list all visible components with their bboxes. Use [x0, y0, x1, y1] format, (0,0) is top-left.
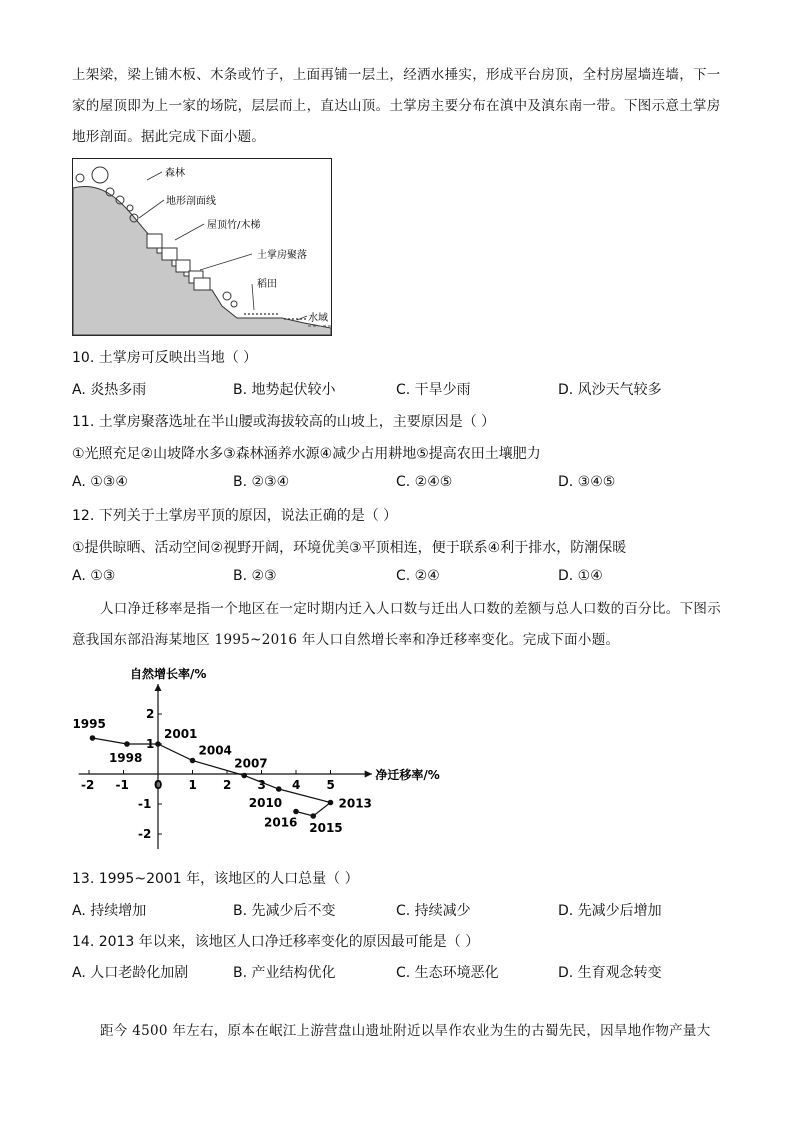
question-12-choices: ①提供晾晒、活动空间②视野开阔，环境优美③平顶相连，便于联系④利于排水，防潮保暖 — [72, 540, 627, 556]
data-point — [328, 800, 334, 806]
x-tick-label: 5 — [326, 778, 335, 792]
question-10-stem: 10. 土掌房可反映出当地（ ） — [72, 350, 258, 366]
q12-option-b[interactable]: B. ②③ — [233, 568, 277, 584]
point-year-label: 2001 — [164, 727, 198, 741]
data-point — [155, 741, 161, 747]
x-tick-label: 3 — [257, 778, 266, 792]
question-11-stem: 11. 土掌房聚落选址在半山腰或海拔较高的山坡上，主要原因是（ ） — [72, 414, 496, 430]
migration-chart — [70, 660, 460, 855]
q14-option-d[interactable]: D. 生育观念转变 — [558, 965, 662, 981]
y-tick-label: -2 — [138, 827, 152, 841]
q14-option-b[interactable]: B. 产业结构优化 — [233, 965, 336, 981]
q14-option-c[interactable]: C. 生态环境恶化 — [396, 965, 499, 981]
q14-option-a[interactable]: A. 人口老龄化加剧 — [72, 965, 189, 981]
y-tick-label: -1 — [138, 797, 152, 811]
point-year-label: 2013 — [338, 796, 372, 811]
q12-option-a[interactable]: A. ①③ — [72, 568, 116, 584]
point-year-label: 2007 — [234, 756, 268, 771]
question-14-stem: 14. 2013 年以来，该地区人口净迁移率变化的原因最可能是（ ） — [72, 934, 480, 950]
q13-option-a[interactable]: A. 持续增加 — [72, 903, 147, 919]
q10-option-a[interactable]: A. 炎热多雨 — [72, 382, 147, 398]
data-point — [293, 809, 299, 815]
q10-option-b[interactable]: B. 地势起伏较小 — [233, 382, 336, 398]
y-axis-label: 自然增长率/% — [130, 667, 207, 681]
data-point — [124, 741, 130, 747]
migration-paragraph: 人口净迁移率是指一个地区在一定时期内迁入人口数与迁出人口数的差额与总人口数的百分比。下图示意我国东部沿海某地区 1995~2016 年人口自然增长率和净迁移率变化。完成下面小题。 — [72, 601, 721, 648]
q11-option-d[interactable]: D. ③④⑤ — [558, 474, 616, 490]
forest-label: 森林 — [165, 168, 185, 179]
data-point — [276, 786, 282, 792]
q12-option-d[interactable]: D. ①④ — [558, 568, 603, 584]
point-year-label: 2015 — [309, 821, 343, 835]
paddy-label: 稻田 — [257, 279, 277, 290]
x-tick-label: 4 — [292, 778, 301, 792]
q13-option-d[interactable]: D. 先减少后增加 — [558, 903, 662, 919]
x-tick-label: 0 — [154, 778, 163, 792]
data-point — [310, 813, 316, 819]
x-tick-label: -2 — [81, 778, 95, 792]
profile-line-label: 地形剖面线 — [166, 196, 216, 207]
point-year-label: 2010 — [248, 796, 283, 810]
y-tick-label: 2 — [146, 707, 155, 721]
intro-paragraph: 上架梁，梁上铺木板、木条或竹子，上面再铺一层土，经洒水捶实，形成平台房顶，全村房屋墙连墙，下一家的屋顶即为上一家的场院，层层而上，直达山顶。土掌房主要分布在滇中及滇东南一带。下图示意土掌房地形剖面。据此完成下面小题。 — [72, 67, 721, 145]
data-point — [241, 773, 247, 779]
question-13-stem: 13. 1995~2001 年，该地区的人口总量（ ） — [72, 871, 359, 887]
q12-option-c[interactable]: C. ②④ — [396, 568, 440, 584]
y-tick-label: 1 — [146, 737, 155, 751]
data-point — [90, 735, 96, 741]
point-year-label: 2016 — [264, 815, 298, 830]
water-label: 水域 — [308, 313, 328, 324]
x-tick-label: 2 — [223, 778, 232, 792]
q10-option-d[interactable]: D. 风沙天气较多 — [558, 382, 662, 398]
terrain-profile-figure — [72, 158, 332, 336]
point-year-label: 1995 — [72, 717, 106, 731]
q13-option-b[interactable]: B. 先减少后不变 — [233, 903, 336, 919]
x-axis-label: 净迁移率/% — [375, 768, 440, 782]
q11-option-a[interactable]: A. ①③④ — [72, 474, 128, 490]
q13-option-c[interactable]: C. 持续减少 — [396, 903, 471, 919]
x-tick-label: -1 — [115, 778, 129, 792]
q11-option-b[interactable]: B. ②③④ — [233, 474, 290, 490]
point-year-label: 1998 — [108, 751, 143, 765]
q10-option-c[interactable]: C. 干旱少雨 — [396, 382, 471, 398]
q11-option-c[interactable]: C. ②④⑤ — [396, 474, 453, 490]
question-11-choices: ①光照充足②山坡降水多③森林涵养水源④减少占用耕地⑤提高农田土壤肥力 — [72, 446, 541, 462]
data-point — [190, 758, 196, 764]
closing-paragraph: 距今 4500 年左右，原本在岷江上游营盘山遗址附近以旱作农业为生的古蜀先民，因旱地作物产量大 — [100, 1023, 711, 1039]
point-year-label: 2004 — [198, 743, 232, 758]
roof-label: 屋顶竹/木梯 — [207, 220, 261, 231]
question-12-stem: 12. 下列关于土掌房平顶的原因，说法正确的是（ ） — [72, 508, 398, 524]
x-tick-label: 1 — [188, 778, 197, 792]
village-label: 土掌房聚落 — [257, 250, 307, 261]
